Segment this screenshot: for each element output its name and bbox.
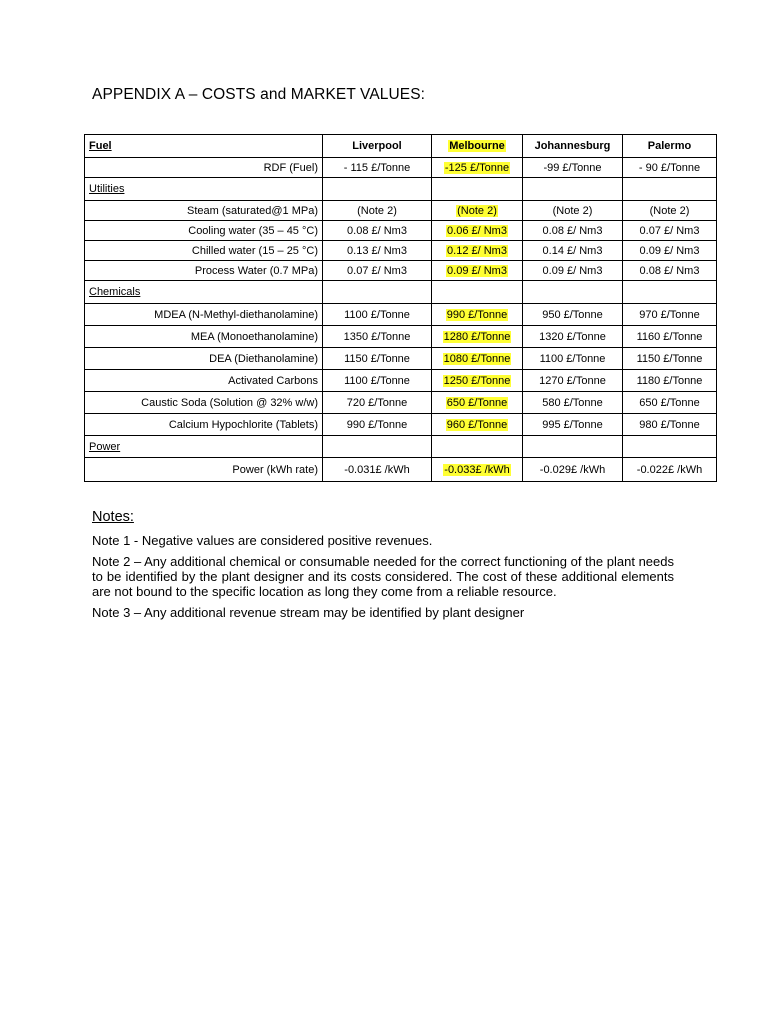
cell-johannesburg: 0.08 £/ Nm3 (523, 221, 623, 241)
cell-melbourne-value: 0.09 £/ Nm3 (447, 264, 507, 277)
header-melbourne (432, 135, 523, 158)
cell-liverpool: 0.07 £/ Nm3 (323, 261, 432, 281)
cell-palermo: 1180 £/Tonne (623, 370, 717, 392)
table-row (85, 221, 717, 241)
page-title: APPENDIX A – COSTS and MARKET VALUES: (92, 86, 426, 103)
empty-cell (432, 436, 523, 458)
cell-liverpool: - 115 £/Tonne (323, 158, 432, 178)
row-label: MEA (Monoethanolamine) (85, 326, 323, 348)
empty-cell (432, 281, 523, 304)
cell-palermo: -0.022£ /kWh (623, 458, 717, 482)
table-row (85, 261, 717, 281)
cell-johannesburg: 1270 £/Tonne (523, 370, 623, 392)
cell-melbourne-value: 650 £/Tonne (446, 396, 508, 409)
notes-heading: Notes: (92, 509, 134, 525)
cell-johannesburg: 0.09 £/ Nm3 (523, 261, 623, 281)
cell-johannesburg: 1100 £/Tonne (523, 348, 623, 370)
table-row (85, 348, 717, 370)
cell-johannesburg: -99 £/Tonne (523, 158, 623, 178)
row-label: Process Water (0.7 MPa) (85, 261, 323, 281)
cell-palermo: - 90 £/Tonne (623, 158, 717, 178)
cell-johannesburg: 0.14 £/ Nm3 (523, 241, 623, 261)
cell-johannesburg: 950 £/Tonne (523, 304, 623, 326)
cell-palermo: 0.08 £/ Nm3 (623, 261, 717, 281)
cell-liverpool: (Note 2) (323, 201, 432, 221)
section-row (85, 178, 717, 201)
row-label: Caustic Soda (Solution @ 32% w/w) (85, 392, 323, 414)
section-row (85, 281, 717, 304)
header-melbourne-label: Melbourne (449, 140, 505, 152)
header-fuel: Fuel (85, 135, 323, 158)
empty-cell (323, 436, 432, 458)
header-liverpool: Liverpool (323, 135, 432, 158)
table-row (85, 458, 717, 482)
cell-liverpool: 1100 £/Tonne (323, 370, 432, 392)
row-label: RDF (Fuel) (85, 158, 323, 178)
cell-melbourne (432, 201, 523, 221)
table-row (85, 201, 717, 221)
empty-cell (323, 178, 432, 201)
table-row (85, 392, 717, 414)
empty-cell (432, 178, 523, 201)
section-row (85, 436, 717, 458)
costs-table (84, 134, 717, 482)
note-1: Note 1 - Negative values are considered positive revenues. (92, 533, 433, 548)
row-label: Power (kWh rate) (85, 458, 323, 482)
cell-liverpool: 0.08 £/ Nm3 (323, 221, 432, 241)
cell-johannesburg: -0.029£ /kWh (523, 458, 623, 482)
cell-melbourne (432, 326, 523, 348)
table-header-row (85, 135, 717, 158)
cell-palermo: 1150 £/Tonne (623, 348, 717, 370)
cell-liverpool: 720 £/Tonne (323, 392, 432, 414)
cell-palermo: 970 £/Tonne (623, 304, 717, 326)
cell-melbourne-value: -0.033£ /kWh (444, 463, 510, 476)
empty-cell (323, 281, 432, 304)
cell-melbourne-value: 0.06 £/ Nm3 (447, 224, 507, 237)
cell-melbourne (432, 241, 523, 261)
cell-liverpool: 990 £/Tonne (323, 414, 432, 436)
row-label: MDEA (N-Methyl-diethanolamine) (85, 304, 323, 326)
cell-melbourne (432, 370, 523, 392)
section-chemicals: Chemicals (85, 281, 323, 304)
cell-palermo: 0.07 £/ Nm3 (623, 221, 717, 241)
cell-palermo: 0.09 £/ Nm3 (623, 241, 717, 261)
cell-melbourne (432, 304, 523, 326)
row-label: DEA (Diethanolamine) (85, 348, 323, 370)
note-2: Note 2 – Any additional chemical or consumable needed for the correct functioning of the plant needs to be identified by the plant designer and its costs considered. The cost of these additional elements are not bound to the specific location as long they come from a reliable resource. (92, 554, 674, 599)
cell-johannesburg: (Note 2) (523, 201, 623, 221)
cell-melbourne (432, 348, 523, 370)
cell-melbourne-value: 0.12 £/ Nm3 (447, 244, 507, 257)
table-row (85, 158, 717, 178)
cell-johannesburg: 1320 £/Tonne (523, 326, 623, 348)
header-johannesburg: Johannesburg (523, 135, 623, 158)
cell-melbourne (432, 458, 523, 482)
row-label: Cooling water (35 – 45 °C) (85, 221, 323, 241)
cell-liverpool: 0.13 £/ Nm3 (323, 241, 432, 261)
table-row (85, 241, 717, 261)
cell-liverpool: 1350 £/Tonne (323, 326, 432, 348)
cell-palermo: 650 £/Tonne (623, 392, 717, 414)
cell-melbourne-value: 960 £/Tonne (446, 418, 508, 431)
cell-johannesburg: 995 £/Tonne (523, 414, 623, 436)
cell-melbourne-value: (Note 2) (457, 204, 497, 217)
empty-cell (523, 178, 623, 201)
row-label: Steam (saturated@1 MPa) (85, 201, 323, 221)
cell-johannesburg: 580 £/Tonne (523, 392, 623, 414)
note-3: Note 3 – Any additional revenue stream may be identified by plant designer (92, 605, 525, 620)
cell-melbourne-value: 1250 £/Tonne (443, 374, 511, 387)
section-power: Power (85, 436, 323, 458)
cell-liverpool: 1150 £/Tonne (323, 348, 432, 370)
cell-melbourne-value: -125 £/Tonne (444, 161, 510, 174)
cell-palermo: (Note 2) (623, 201, 717, 221)
cell-palermo: 980 £/Tonne (623, 414, 717, 436)
section-utilities: Utilities (85, 178, 323, 201)
row-label: Activated Carbons (85, 370, 323, 392)
cell-liverpool: 1100 £/Tonne (323, 304, 432, 326)
row-label: Chilled water (15 – 25 °C) (85, 241, 323, 261)
table-row (85, 414, 717, 436)
cell-melbourne (432, 158, 523, 178)
cell-melbourne-value: 1280 £/Tonne (443, 330, 511, 343)
table-row (85, 304, 717, 326)
header-palermo: Palermo (623, 135, 717, 158)
cell-melbourne (432, 414, 523, 436)
empty-cell (623, 178, 717, 201)
row-label: Calcium Hypochlorite (Tablets) (85, 414, 323, 436)
cell-melbourne (432, 221, 523, 241)
table-row (85, 326, 717, 348)
empty-cell (623, 281, 717, 304)
cell-palermo: 1160 £/Tonne (623, 326, 717, 348)
empty-cell (523, 281, 623, 304)
empty-cell (623, 436, 717, 458)
cell-melbourne-value: 990 £/Tonne (446, 308, 508, 321)
cell-liverpool: -0.031£ /kWh (323, 458, 432, 482)
cell-melbourne (432, 261, 523, 281)
table-row (85, 370, 717, 392)
notes-section (92, 510, 674, 626)
cell-melbourne (432, 392, 523, 414)
empty-cell (523, 436, 623, 458)
cell-melbourne-value: 1080 £/Tonne (443, 352, 511, 365)
